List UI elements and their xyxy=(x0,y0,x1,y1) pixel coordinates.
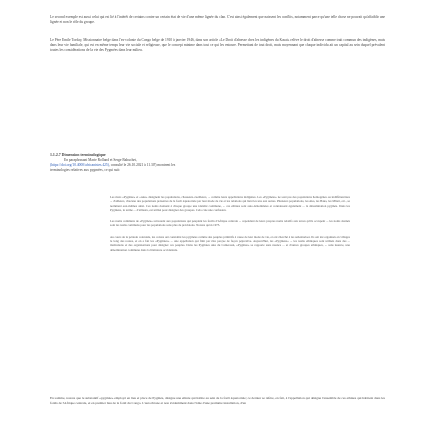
link-suffix: , consulté le 26.10.2021 à 11.30') montrent les xyxy=(108,163,176,167)
footer-block xyxy=(50,396,385,406)
section-heading: 1.1.2.7 Dimension terminologique xyxy=(50,153,106,157)
quote-paragraph-2: Les noms communs de «Pygmée» renvoient aux populations qui peuplent les forêts d'Afrique centrale ... cependant de leurs propres noms relatifs aux terres qu'ils occupent ... les noms donnés sont les noms communs pour les populations sans plus de précisions. Notons qu'en 1975. xyxy=(110,219,350,228)
section-block xyxy=(50,153,385,173)
doi-link[interactable]: (https://doi.org/10.4000/africanistes.425) xyxy=(50,163,109,167)
intro-paragraph-2: Le Père Emile Torday, Missionnaire belge dans l'ex-colonie du Congo belge de 1910 à janvier 1946, dans son article «Le Droit d'aînesse chez les indigènes du Kasai» relève le droit d'aînesse comme trait commun des indigènes, mais dans leur vie familiale, qui est en même temps leur vie sociale et religieuse, que le concept minime dans tout ce qui les entoure. Permettant de tout droit, mais moyennant que chaque individu ait un capital au sein duquel prévalent toutes les considérations de la vie des Pygmées dans leur milieu. xyxy=(50,38,385,52)
quote-paragraph-1: Les mots «Pygmée» et «Aka» désignent les populations, chasseurs-cueilleurs, ... comme leurs appellations indigènes. Les «Pygmées» ne sont pas des populations homogènes ou indifférenciées ... d'ailleurs, chacune des populations présentes de la forêt équatoriale par leur mode de vie et les relations qui lient les uns aux autres. Plusieurs populations, les Aka, les Baka, les Mbuti, etc., se nomment eux-mêmes ainsi. Ces noms donnent à chaque groupe une identité commune, ... ces ethnies sont auto-dénommées et connaissent également ... la dénomination pygmée. Dans les Pygmées, le terme ... d'ailleurs, est utilisé pour désigner des groupes. Cela crée une confusion. xyxy=(110,195,350,212)
footer-paragraph: En somme, notons que le substantif «pygmée» employé en lieu et place de Pygmée, désigne une ethnie qui habite au sein de la forêt équatoriale; ce dernier se réfère, en fait, à l'appellation qui désigne l'ensemble de ces ethnies qui habitent dans les forêts de l'Afrique centrale, et en premier lieu de la forêt du Congo. L'autochtone et non évidemment dans l'idée d'une première installation, d'un xyxy=(50,396,385,405)
section-line-3: terminologies relatives aux pygmées, ce qui suit: xyxy=(50,168,121,172)
section-author-line: En paraphrasant Marie Rolland et Serge Bahuchet, xyxy=(64,158,137,162)
quotation-block xyxy=(110,195,350,252)
spacer xyxy=(110,212,350,219)
quote-paragraph-3: Au cours de la période coloniale, les colons ont considéré les pygmées comme des peuples primitifs à cause de leur mode de vie, et ont cherché à les sédentariser. Ils ont été organisés en villages le long des routes, et en a fait les «Pygmées» ... une appellation qui finit par être perçue de façon péjorative. Aujourd'hui, les «Pygmées» ... les noms ethniques sont utilisés dans des ... institutions et des organisations pour désigner ces peuples. Dans les Pygmées Aka du Cameroun, «Pygmée» se rapporte sans nuance ... et d'autres groupes ethniques, ... sans nuance, une dénomination commune dans la littérature occidentale. xyxy=(110,234,350,252)
spacer xyxy=(110,228,350,235)
intro-paragraph-1: Le second exemple est aussi celui qui est lié à l'intérêt de certains contre un certain état de vie d'une même lignée du clan. C'est ainsi également que naissent les conflits, notamment parce qu'une telle chose ne pouvait qu'affaiblir une lignée et non le rôle du groupe. xyxy=(50,15,385,24)
intro-block xyxy=(50,15,385,53)
spacer xyxy=(50,25,385,38)
